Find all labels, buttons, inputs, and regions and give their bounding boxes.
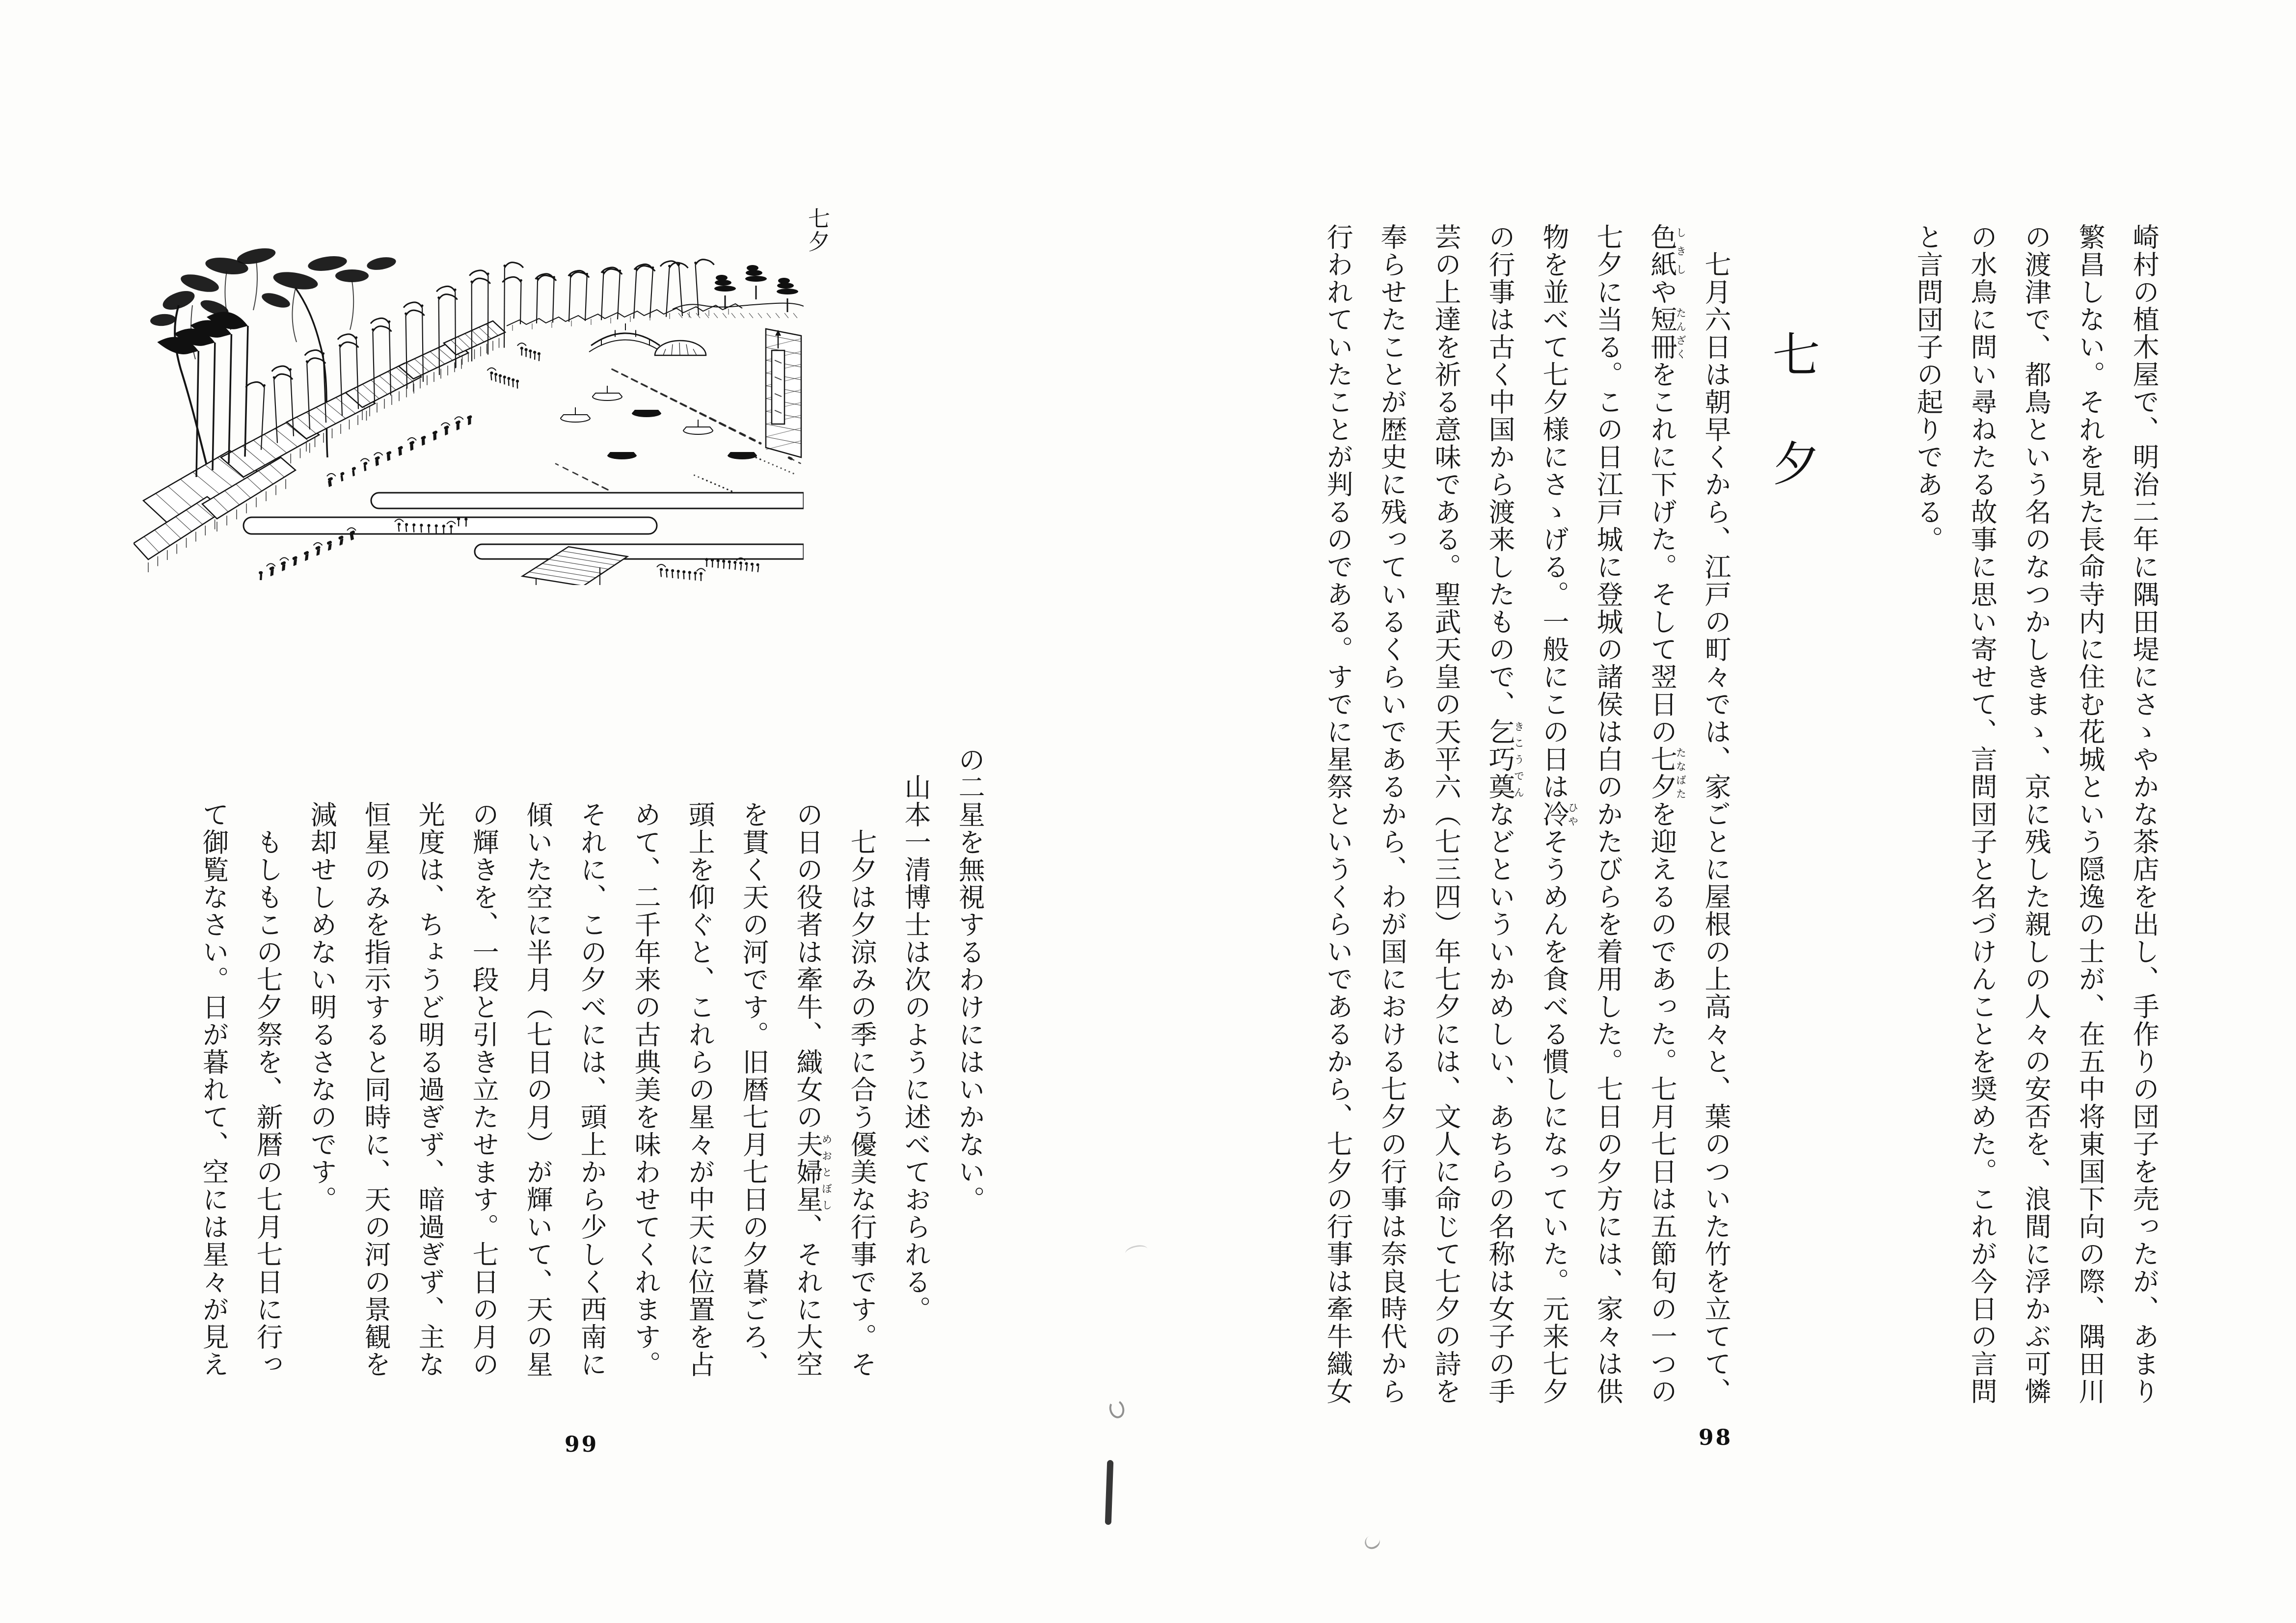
left-page-text-column: もしもこの七夕祭を、新暦の七月七日に行っ (252, 828, 284, 1378)
right-page-body-column: の行事は古く中国から渡来したもので、乞巧奠きこうでんなどといういかめしい、あちらの名称は女子の手 (1485, 223, 1525, 1405)
right-page-body-column: 色紙しきしや短冊たんざくをこれに下げた。そして翌日の七夕たなばたを迎えるのであった。七月七日は五節句の一つの (1647, 223, 1687, 1405)
embankment-walls-group (243, 493, 804, 559)
illustration-caption: 七夕 (804, 207, 830, 253)
right-page-intro-column: の水鳥に問い尋ねたる故事に思い寄せて、言問団子と名づけんことを奨めた。これが今日の言問 (1967, 223, 1998, 1405)
stone-wall-and-signpost-group (766, 329, 801, 457)
binding-smudge (1105, 1460, 1114, 1525)
left-page-text-column: 光度は、ちょうど明る過ぎず、暗過ぎず、主な (414, 801, 446, 1378)
right-page-body-column: 七夕に当る。この日江戸城に登城の諸侯は白のかたびらを着用した。七日の夕方には、家々は供 (1593, 223, 1624, 1405)
ink-smudge (1107, 1398, 1127, 1420)
right-page-intro-column: の渡津で、都鳥という名のなつかしきまゝ、京に残した親しの人々の安否を、浪間に浮かぶ可憐 (2021, 223, 2052, 1405)
left-page-text-column: の輝きを、一段と引き立たせます。七日の月の (468, 801, 500, 1378)
right-page-body-column: 物を並べて七夕様にさゝげる。一般にこの日は冷ひやそうめんを食べる慣しになっていた。元来七夕 (1539, 223, 1579, 1405)
bridge-group (589, 323, 706, 355)
right-page-body-column: 奉らせたことが歴史に残っているくらいであるから、わが国における七夕の行事は奈良時代から (1377, 223, 1408, 1405)
left-page-text-column: 傾いた空に半月（七日の月）が輝いて、天の星 (522, 801, 554, 1378)
left-page-text-column: の日の役者は牽牛、織女の夫婦星めおとぼし、それに大空 (792, 801, 833, 1378)
paper-crease-mark (1124, 1243, 1149, 1259)
left-page-text-column: 頭上を仰ぐと、これらの星々が中天に位置を占 (684, 801, 716, 1378)
ink-smudge (1363, 1533, 1382, 1551)
left-page-text-column: 減却せしめない明るさなのです。 (306, 801, 338, 1213)
left-page-text-column: 七夕は夕涼みの季に合う優美な行事です。そ (846, 828, 878, 1378)
right-page-intro-column: と言問団子の起りである。 (1913, 223, 1944, 553)
left-page-text-column: 山本一清博士は次のように述べておられる。 (900, 773, 932, 1323)
left-page-text-column: 恒星のみを指示すると同時に、天の河の景観を (360, 801, 392, 1378)
right-page-body-column: 行われていたことが判るのである。すでに星祭というくらいであるから、七夕の行事は牽牛織女 (1323, 223, 1354, 1405)
river-group (555, 369, 801, 501)
far-shore-group (673, 265, 804, 318)
left-page-number: 99 (565, 1432, 599, 1457)
right-page-number: 98 (1699, 1425, 1733, 1450)
right-page-intro-column: 崎村の植木屋で、明治二年に隅田堤にさゝやかな茶店を出し、手作りの団子を売ったが、あまり (2129, 223, 2160, 1405)
left-page-text-column: て御覧なさい。日が暮れて、空には星々が見え (198, 801, 230, 1378)
left-page-text-column: めて、二千年来の古典美を味わせてくれます。 (630, 801, 662, 1378)
left-page-text-column: の二星を無視するわけにはいかない。 (954, 746, 986, 1213)
right-page-intro-column: 繁昌しない。それを見た長命寺内に住む花城という隠逸の士が、在五中将東国下向の際、隅田川 (2075, 223, 2106, 1405)
right-page-body-column: 七月六日は朝早くから、江戸の町々では、家ごとに屋根の上高々と、葉のついた竹を立てて、 (1701, 251, 1732, 1405)
tanabata-illustration (134, 183, 804, 585)
left-page-text-column: を貫く天の河です。旧暦七月七日の夕暮ごろ、 (738, 801, 770, 1378)
left-page-text-column: それに、この夕べには、頭上から少しく西南に (576, 801, 608, 1378)
right-page-body-column: 芸の上達を祈る意味である。聖武天皇の天平六（七三四）年七夕には、文人に命じて七夕の詩を (1431, 223, 1462, 1405)
chapter-heading-tanabata: 七 夕 (1764, 330, 1820, 493)
